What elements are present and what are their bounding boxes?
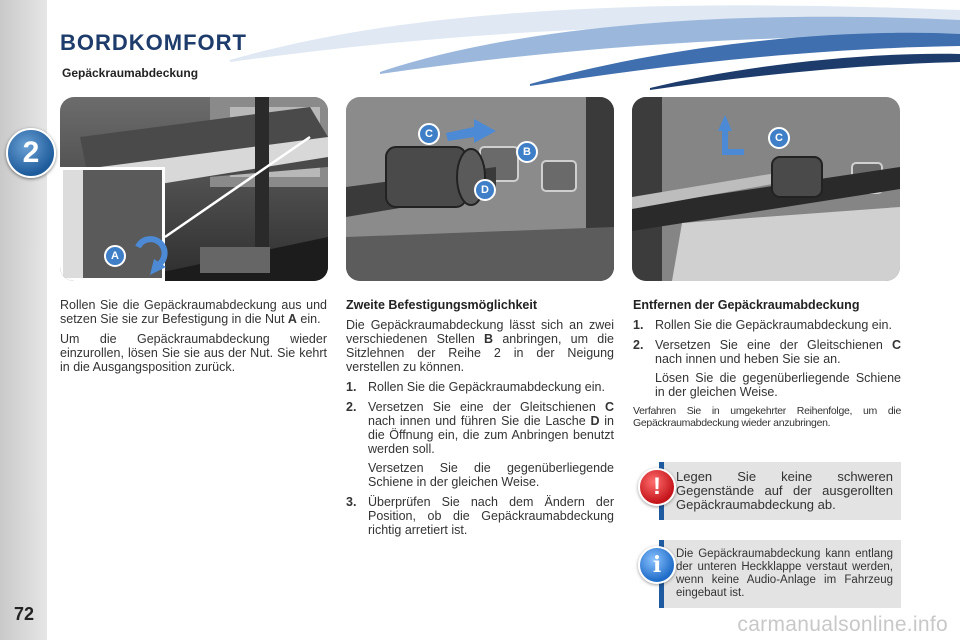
label-c-marker: C (768, 127, 790, 149)
note-reinstall: Verfahren Sie in umgekehrter Reihenfolge, um die Gepäckraumabdeckung wieder anzubringen. (633, 405, 901, 429)
info-icon: i (638, 546, 676, 584)
info-text: Die Gepäckraumabdeckung kann entlang der unteren Heckklappe verstaut werden, wenn keine Audio-Anlage im Fahrzeug eingebaut ist. (676, 548, 893, 599)
step-2-extra: Lösen Sie die gegenüberliegende Schiene in der gleichen Weise. (655, 371, 901, 399)
paragraph-roll-up: Um die Gepäckraumabdeckung wieder einzurollen, lösen Sie sie aus der Nut. Sie kehrt in die Ausgangsposition zurück. (60, 332, 327, 374)
info-box (652, 540, 901, 608)
photo-removing-luggage-cover (632, 97, 900, 281)
warning-text: Legen Sie keine schweren Gegenstände auf der ausgerollten Gepäckraumabdeckung ab. (676, 469, 893, 512)
watermark: carmanualsonline.info (737, 613, 948, 636)
label-c-marker: C (418, 123, 440, 145)
column-second-mounting (346, 298, 614, 543)
warning-icon: ! (638, 468, 676, 506)
subsection-title: Gepäckraumabdeckung (62, 66, 199, 80)
paragraph-intro: Die Gepäckraumabdeckung lässt sich an zwei verschiedenen Stellen B anbringen, um die Sitzlehnen der Reihe 2 in der Neigung verstellen zu können. (346, 318, 614, 374)
heading-removal: Entfernen der Gepäckraumabdeckung (633, 298, 860, 312)
chapter-badge: 2 (6, 128, 56, 178)
step-1: 1. Rollen Sie die Gepäckraumabdeckung ein. (346, 380, 605, 394)
section-title: BORDKOMFORT (60, 30, 247, 55)
step-2-extra: Versetzen Sie die gegenüberliegende Schiene in der gleichen Weise. (368, 461, 614, 489)
warning-box (653, 462, 901, 520)
photo-second-mounting-position (346, 97, 614, 281)
column-removal (633, 298, 901, 435)
label-a-marker: A (104, 245, 126, 267)
step-2: 2. Versetzen Sie eine der Gleitschienen C nach innen und heben Sie sie an. Lösen Sie die gegenüberliegende Schiene in der gleichen Weise. (633, 338, 901, 399)
header-swoosh-graphic (230, 0, 960, 92)
step-2: 2. Versetzen Sie eine der Gleitschienen C nach innen und führen Sie die Lasche D in die Öffnung ein, die zum Anbringen benutzt werden soll. Versetzen Sie die gegenüberliegende Schiene in der gleichen Weise. (346, 400, 615, 489)
page-number: 72 (14, 604, 35, 624)
paragraph-attach: Rollen Sie die Gepäckraumabdeckung aus und setzen Sie sie zur Befestigung in die Nut A ein. (60, 298, 327, 326)
heading-second-mounting: Zweite Befestigungsmöglichkeit (346, 298, 538, 312)
step-1: 1. Rollen Sie die Gepäckraumabdeckung ein. (633, 318, 892, 332)
left-margin-band (0, 0, 47, 640)
label-d-marker: D (474, 179, 496, 201)
photo-luggage-cover-groove (60, 97, 328, 281)
label-b-marker: B (516, 141, 538, 163)
column-attach-groove (60, 298, 327, 380)
step-3: 3. Überprüfen Sie nach dem Ändern der Position, ob die Gepäckraumabdeckung richtig arretiert ist. (346, 495, 614, 537)
